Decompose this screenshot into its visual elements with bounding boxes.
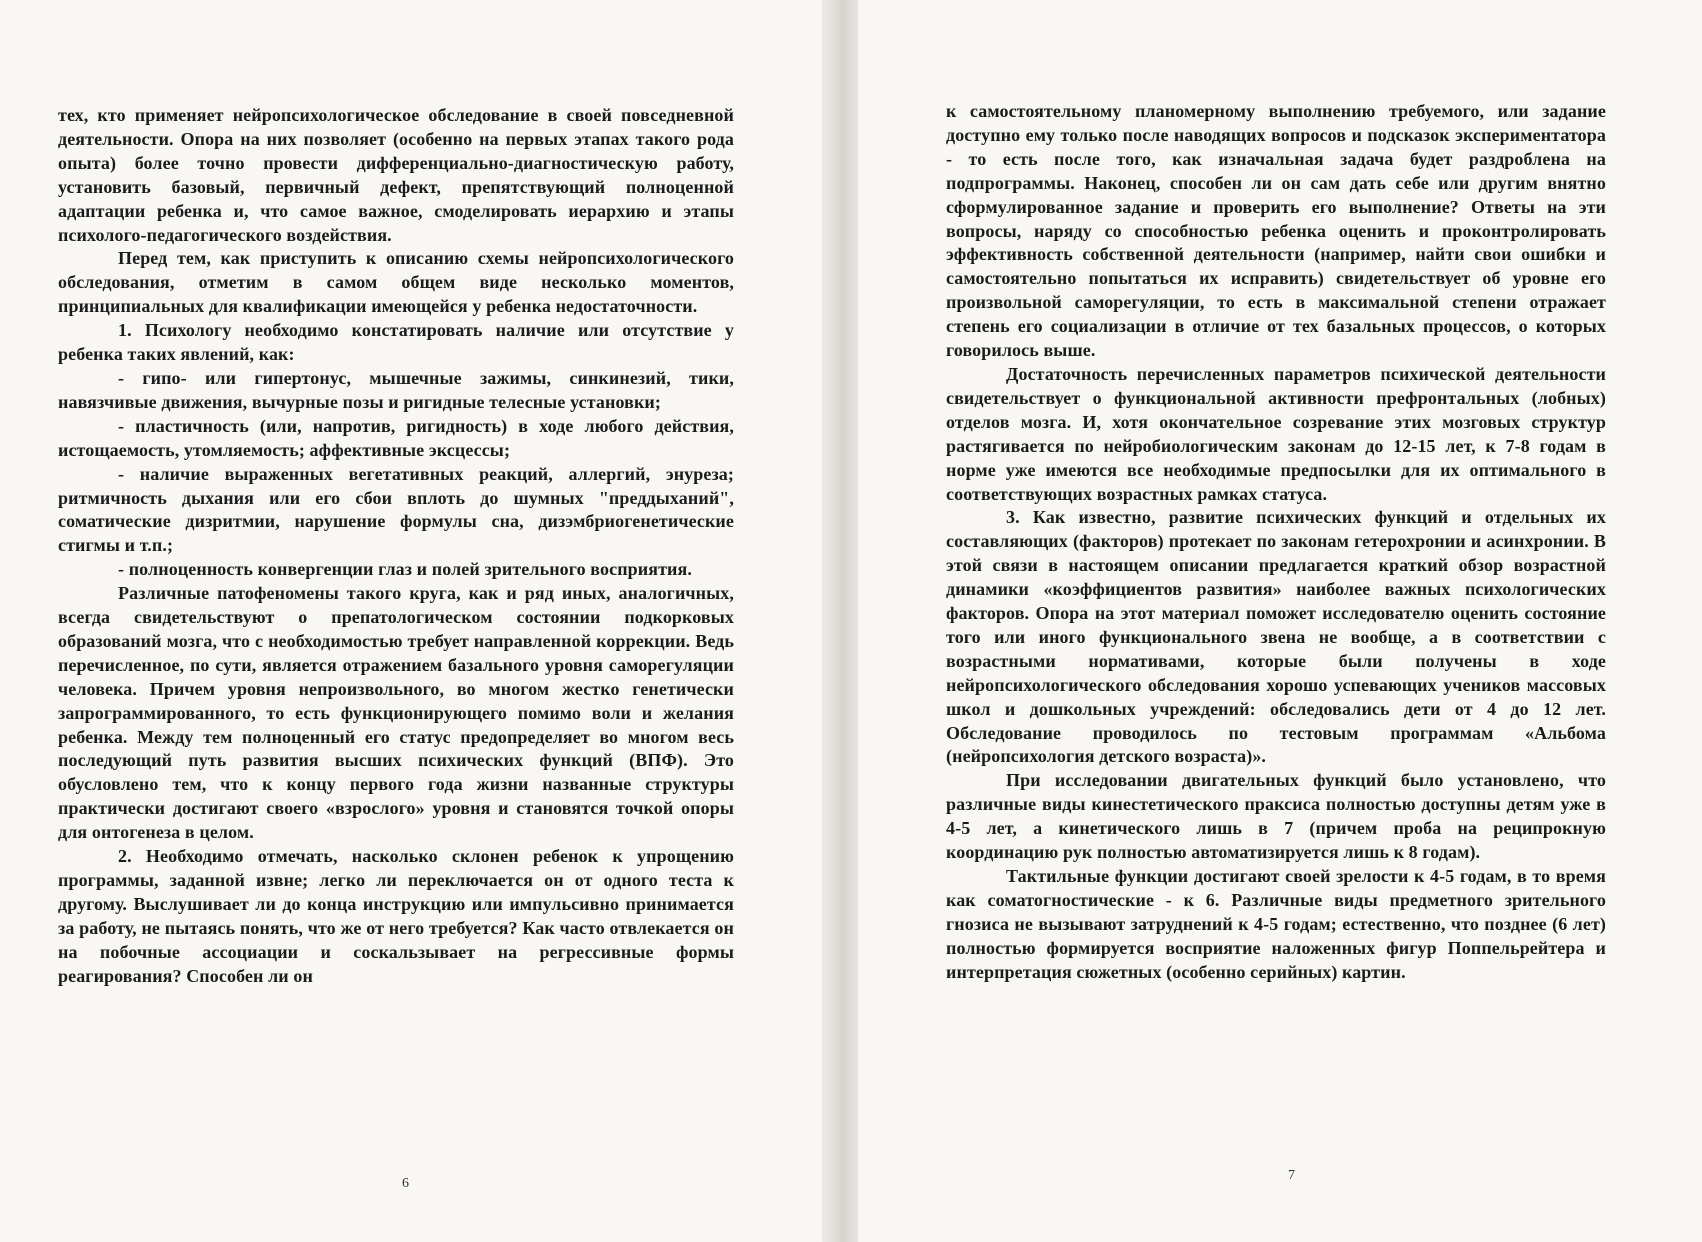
paragraph: Различные патофеномены такого круга, как и ряд иных, аналогичных, всегда свидетельствуют о препатологическом состоянии подкорковых образований мозга, что с необходимостью требует направленной коррекции. Ведь перечисленное, по сути, является отражением базального уровня саморегуляции человека. Причем уровня непроизвольного, во многом жестко генетически запрограммированного, то есть функционирующего помимо воли и желания ребенка. Между тем полноценный его статус предопределяет во многом весь последующий путь развития высших психических функций (ВПФ). Это обусловлено тем, что к концу первого года жизни названные структуры практически достигают своего «взрослого» уровня и становятся точкой опоры для онтогенеза в целом.	[58, 583, 734, 843]
page-number: 6	[402, 1176, 409, 1191]
paragraph: Перед тем, как приступить к описанию схемы нейропсихологического обследования, отметим в самом общем виде несколько моментов, принципиальных для квалификации имеющейся у ребенка недостаточности.	[58, 248, 734, 317]
paragraph: Тактильные функции достигают своей зрелости к 4-5 годам, в то время как соматогностические - к 6. Различные виды предметного зрительного гнозиса не вызывают затруднений к 4-5 годам; естественно, что позднее (6 лет) полностью формируется восприятие наложенных фигур Поппельрейтера и интерпретация сюжетных (особенно серийных) картин.	[946, 866, 1606, 982]
list-item: - наличие выраженных вегетативных реакций, аллергий, энуреза; ритмичность дыхания или его сбои вплоть до шумных "преддыханий", соматические дизритмии, нарушение формулы сна, дизэмбриогенетические стигмы и т.п.;	[58, 463, 734, 556]
paragraph: 1. Психологу необходимо констатировать наличие или отсутствие у ребенка таких явлений, как:	[58, 320, 734, 365]
right-page	[858, 0, 1702, 1242]
paragraph: 2. Необходимо отмечать, насколько склонен ребенок к упрощению программы, заданной извне; легко ли переключается он от одного теста к другому. Выслушивает ли до конца инструкцию или импульсивно принимается за работу, не пытаясь понять, что же от него требуется? Как часто отвлекается он на побочные ассоциации и соскальзывает на регрессивные формы реагирования? Способен ли он	[58, 846, 734, 986]
paragraph: При исследовании двигательных функций было установлено, что различные виды кинестетического праксиса полностью доступны детям уже в 4-5 лет, а кинетического лишь в 7 (причем проба на реципрокную координацию рук полностью автоматизируется лишь к 8 годам).	[946, 770, 1606, 863]
left-page	[0, 0, 822, 1242]
list-item: - пластичность (или, напротив, ригидность) в ходе любого действия, истощаемость, утомляемость; аффективные эксцессы;	[58, 415, 734, 460]
page-number: 7	[1288, 1168, 1295, 1183]
list-item: - полноценность конвергенции глаз и полей зрительного восприятия.	[118, 559, 692, 580]
right-page-text	[946, 100, 1606, 985]
paragraph: к самостоятельному планомерному выполнению требуемого, или задание доступно ему только после наводящих вопросов и подсказок экспериментатора - то есть после того, как изначальная задача будет раздроблена на подпрограммы. Наконец, способен ли он сам дать себе или другим внятно сформулированное задание и проверить его выполнение? Ответы на эти вопросы, наряду со способностью ребенка оценить и проконтролировать эффективность собственной деятельности (например, найти свои ошибки и самостоятельно попытаться их исправить) свидетельствует об уровне его произвольной саморегуляции, то есть в максимальной степени отражает степень его социализации в отличие от тех базальных процессов, о которых говорилось выше.	[946, 101, 1606, 361]
book-gutter	[822, 0, 858, 1242]
paragraph: Достаточность перечисленных параметров психической деятельности свидетельствует о функциональной активности префронтальных (лобных) отделов мозга. И, хотя окончательное созревание этих мозговых структур растягивается по нейробиологическим законам до 12-15 лет, к 7-8 годам в норме уже имеются все необходимые предпосылки для их оптимального в соответствующих возрастных рамках статуса.	[946, 363, 1606, 504]
left-page-text	[58, 104, 734, 989]
list-item: - гипо- или гипертонус, мышечные зажимы, синкинезий, тики, навязчивые движения, вычурные позы и ригидные телесные установки;	[58, 367, 734, 412]
paragraph: тех, кто применяет нейропсихологическое обследование в своей повседневной деятельности. Опора на них позволяет (особенно на первых этапах такого рода опыта) более точно провести дифференциально-диагностическую работу, установить базовый, первичный дефект, препятствующий полноценной адаптации ребенка и, что самое важное, смоделировать иерархию и этапы психолого-педагогического воздействия.	[58, 105, 734, 245]
paragraph: 3. Как известно, развитие психических функций и отдельных их составляющих (факторов) протекает по законам гетерохронии и асинхронии. В этой связи в настоящем описании предлагается краткий обзор возрастной динамики «коэффициентов развития» наиболее важных психологических факторов. Опора на этот материал поможет исследователю оценить состояние того или иного функционального звена не вообще, а в соответствии с возрастными нормативами, которые были получены в ходе нейропсихологического обследования хорошо успевающих учеников массовых школ и дошкольных учреждений: обследовались дети от 4 до 12 лет. Обследование проводилось по тестовым программам «Альбома (нейропсихология детского возраста)».	[946, 507, 1606, 767]
